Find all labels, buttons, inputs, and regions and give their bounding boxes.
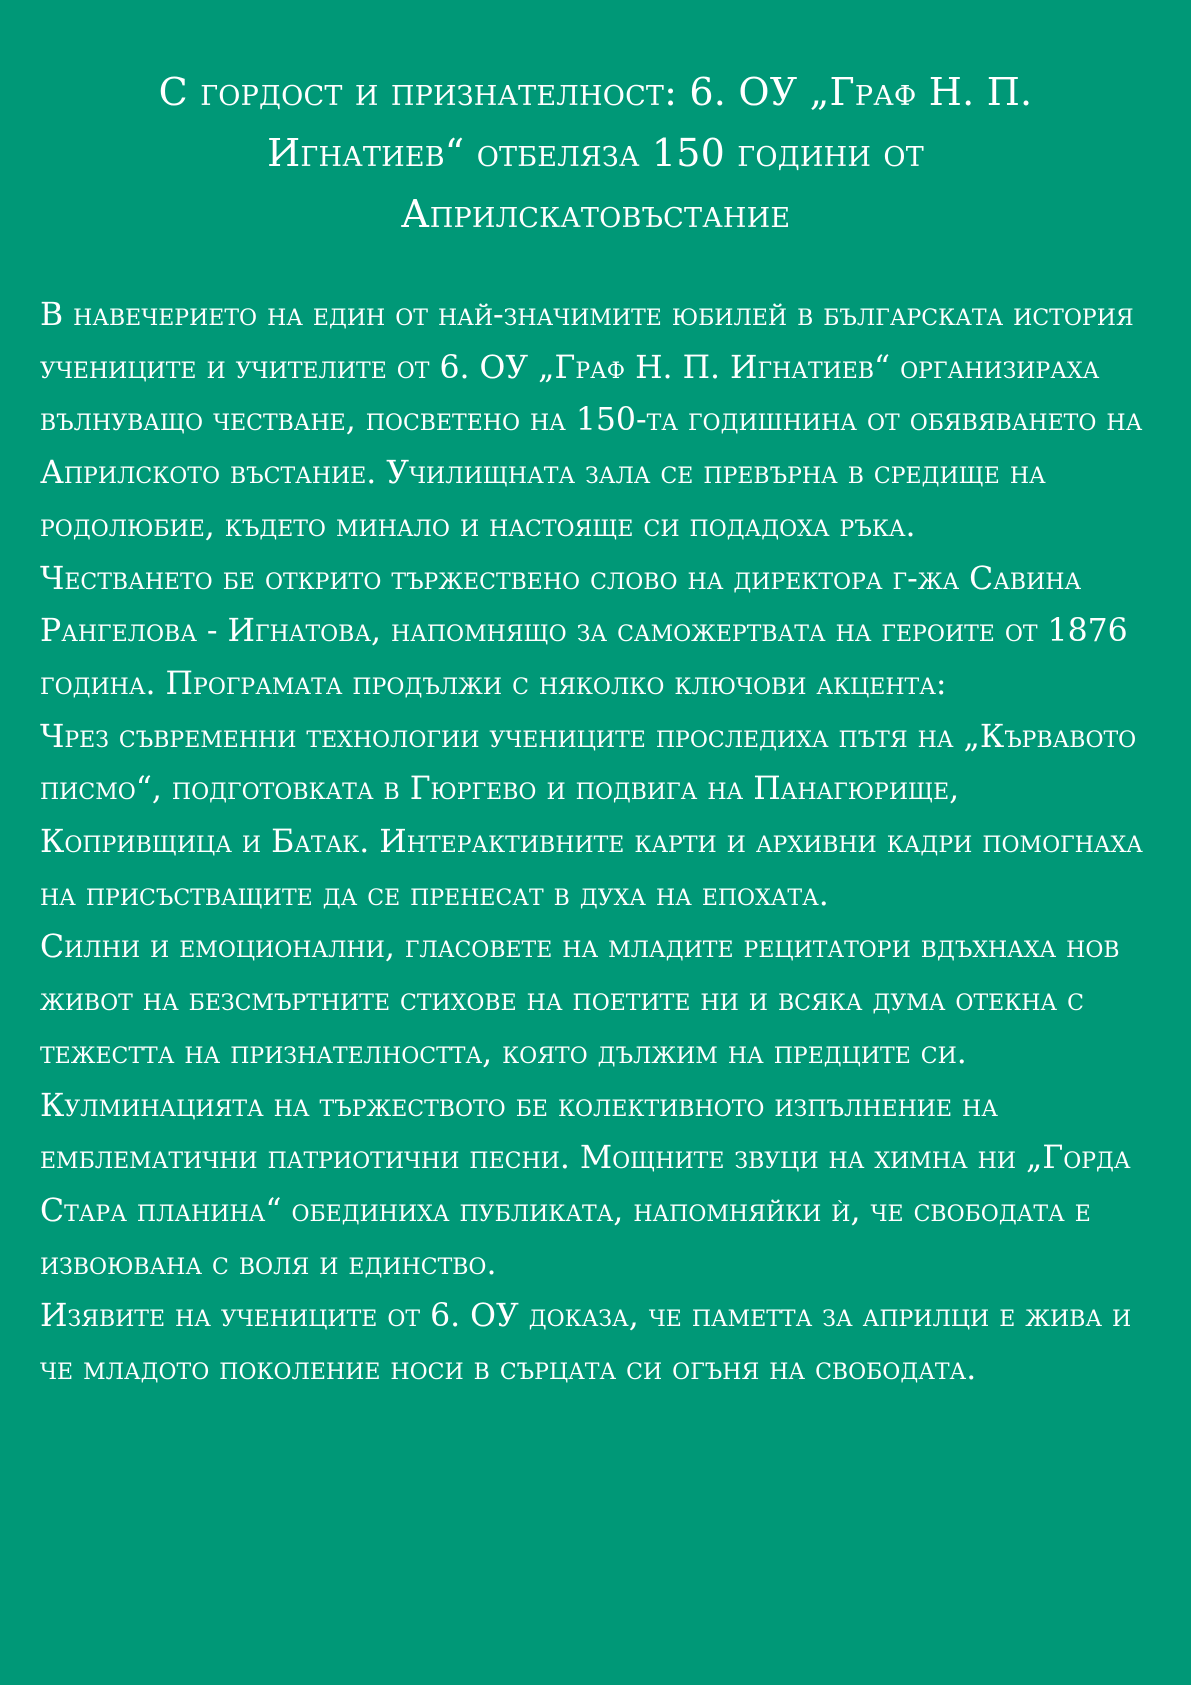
article-paragraph-opening-speech: Честването бе открито тържествено слово на директора г-жа Савина Рангелова - Игнатова, напомнящо за саможертвата на героите от 1876 година. Програмата продължи с няколко ключови акцента: bbox=[40, 560, 1128, 702]
article-title: С гордост и признателност: 6. ОУ „Граф Н. П. Игнатиев“ отбеляза 150 години от Априлскатовъстание bbox=[158, 70, 1033, 236]
article-body bbox=[40, 289, 1151, 1396]
article-paragraph-conclusion: Изявите на учениците от 6. ОУ доказа, че паметта за априлци е жива и че младото поколение носи в сърцата си огъня на свободата. bbox=[40, 1298, 1132, 1388]
article-paragraph-intro: В навечерието на един от най-значимите юбилей в българската история учениците и учителите от 6. ОУ „Граф Н. П. Игнатиев“ организираха вълнуващо честване, посветено на 150-та годишнина от обявяването на Априлското въстание. Училищната зала се превърна в средище на родолюбие, където минало и настояще си подадоха ръка. bbox=[40, 297, 1143, 544]
article-paragraph-recitations: Силни и емоционални, гласовете на младите рецитатори вдъхнаха нов живот на безсмъртните стихове на поетите ни и всяка дума отекна с тежестта на признателността, която дължим на предците си. bbox=[40, 929, 1120, 1071]
article-paragraph-technology: Чрез съвременни технологии учениците проследиха пътя на „Кървавото писмо“, подготовката в Гюргево и подвига на Панагюрище, Копривщица и Батак. Интерактивните карти и архивни кадри помогнаха на присъстващите да се пренесат в духа на епохата. bbox=[40, 718, 1143, 913]
article-paragraph-songs: Кулминацията на тържеството бе колективното изпълнение на емблематични патриотични песни. Мощните звуци на химна ни „Горда Стара планина“ обединиха публиката, напомняйки ѝ, че свободата е извоювана с воля и единство. bbox=[40, 1087, 1131, 1282]
